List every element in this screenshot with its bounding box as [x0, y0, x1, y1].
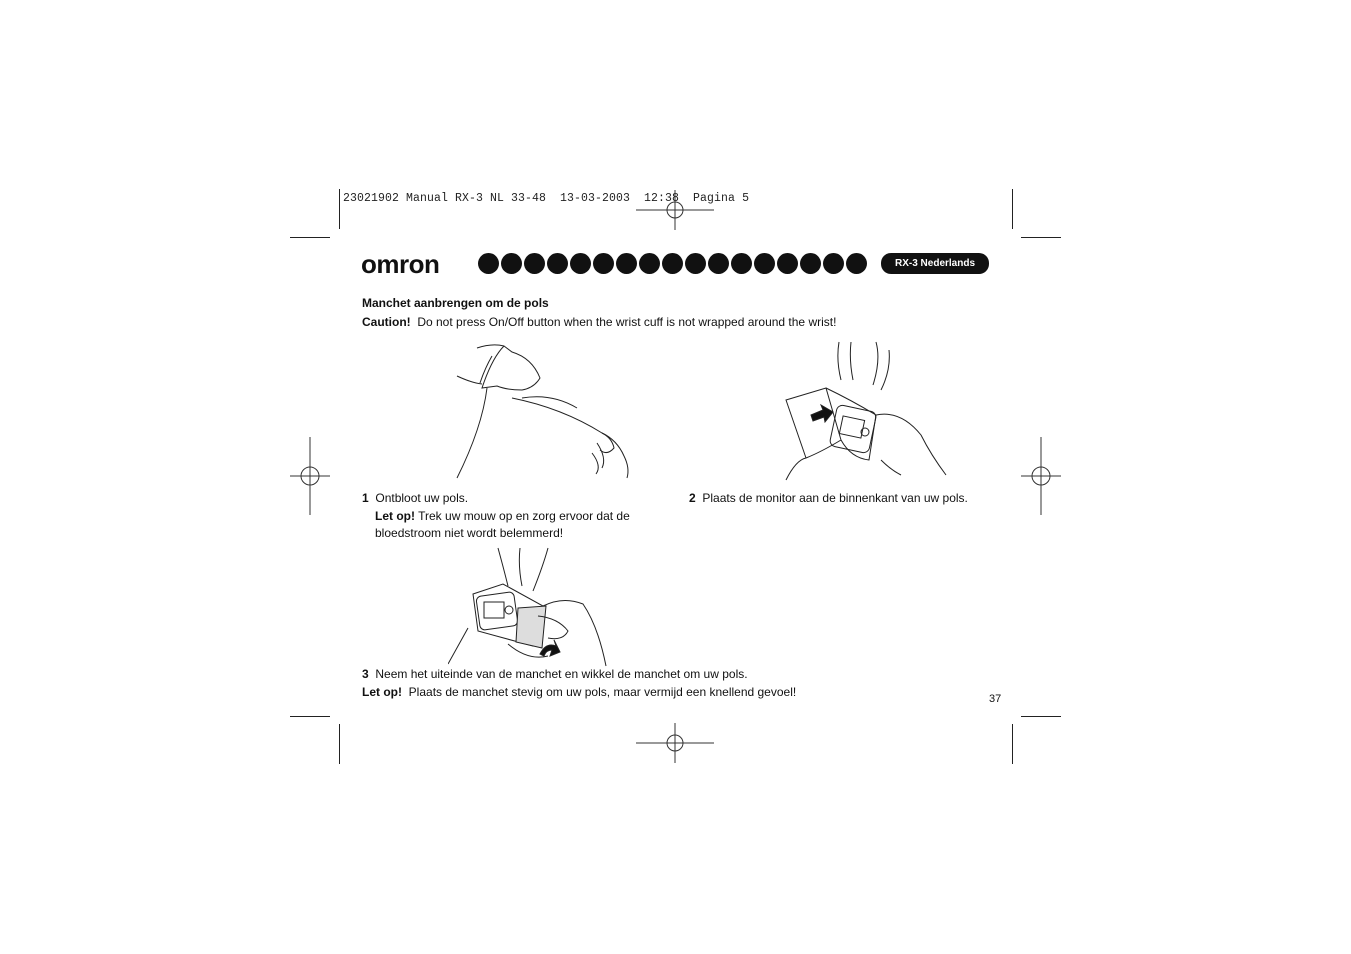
page-number: 37	[989, 693, 1002, 705]
crop-mark	[1021, 716, 1061, 717]
note-text: Trek uw mouw op en zorg ervoor dat de	[418, 509, 630, 523]
crop-mark	[339, 189, 340, 229]
caution-line	[362, 313, 836, 331]
header-dot	[639, 253, 660, 274]
step-2	[689, 489, 968, 507]
section-title: Manchet aanbrengen om de pols	[362, 296, 549, 310]
header-dot-band	[478, 253, 867, 274]
language-badge: RX-3 Nederlands	[881, 253, 989, 274]
step-text: Neem het uiteinde van de manchet en wikkel de manchet om uw pols.	[375, 667, 748, 681]
crop-mark	[339, 724, 340, 764]
crop-mark	[290, 716, 330, 717]
registration-mark-bottom-icon	[636, 723, 714, 763]
step-3-note	[362, 683, 796, 701]
crop-mark	[1012, 724, 1013, 764]
crop-mark	[1012, 189, 1013, 229]
note-text: Plaats de manchet stevig om uw pols, maar vermijd een knellend gevoel!	[408, 685, 797, 699]
step-text: Ontbloot uw pols.	[375, 491, 469, 505]
header-dot	[823, 253, 844, 274]
note-label: Let op!	[375, 509, 415, 523]
registration-mark-right-icon	[1021, 437, 1061, 515]
step-number: 1	[362, 491, 369, 505]
header-dot	[708, 253, 729, 274]
header-dot	[685, 253, 706, 274]
header-dot	[501, 253, 522, 274]
header-dot	[478, 253, 499, 274]
header-dot	[800, 253, 821, 274]
header-dot	[731, 253, 752, 274]
registration-mark-left-icon	[290, 437, 330, 515]
illustration-place-monitor	[781, 340, 951, 482]
step-number: 2	[689, 491, 696, 505]
caution-label: Caution!	[362, 315, 411, 329]
header-dot	[754, 253, 775, 274]
crop-mark	[290, 237, 330, 238]
header-dot	[616, 253, 637, 274]
step-3	[362, 665, 748, 683]
header-dot	[570, 253, 591, 274]
header-dot	[593, 253, 614, 274]
omron-logo: omron	[361, 249, 440, 279]
step-number: 3	[362, 667, 369, 681]
header-dot	[547, 253, 568, 274]
header-dot	[846, 253, 867, 274]
illustration-bare-wrist	[452, 338, 634, 480]
crop-mark	[1021, 237, 1061, 238]
header-dot	[662, 253, 683, 274]
step-1-note-cont: bloedstroom niet wordt belemmerd!	[375, 526, 564, 540]
step-1-note	[375, 507, 630, 525]
step-1	[362, 489, 468, 507]
caution-text: Do not press On/Off button when the wrist cuff is not wrapped around the wrist!	[417, 315, 837, 329]
header-dot	[524, 253, 545, 274]
illustration-wrap-cuff	[448, 546, 608, 668]
header-dot	[777, 253, 798, 274]
note-label: Let op!	[362, 685, 402, 699]
step-text: Plaats de monitor aan de binnenkant van uw pols.	[702, 491, 968, 505]
print-slug: 23021902 Manual RX-3 NL 33-48 13-03-2003 12:38 Pagina 5	[343, 192, 750, 205]
